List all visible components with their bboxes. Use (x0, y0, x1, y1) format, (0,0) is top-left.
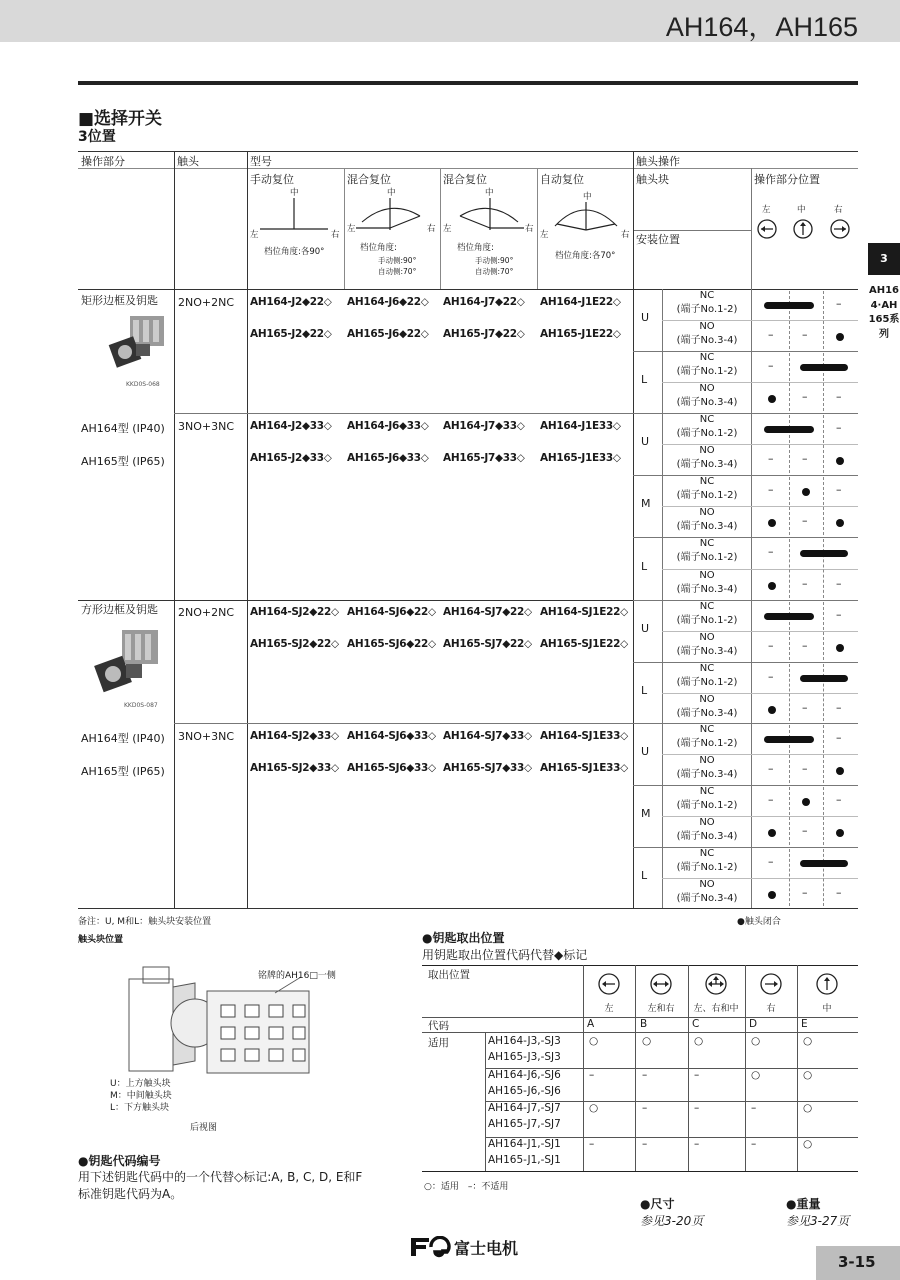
legend-note: ●触头闭合 (737, 917, 781, 927)
key-applicability: ○ (751, 1035, 761, 1047)
model-code: AH165-SJ2◆33◇ (250, 762, 339, 774)
model-code: AH164-J6◆33◇ (347, 420, 429, 432)
terminal-label: (端子No.1-2) (676, 366, 738, 377)
left-arrow-icon (599, 974, 619, 994)
terminal-label: (端子No.3-4) (676, 335, 738, 346)
contact-type-label: NC (699, 601, 715, 612)
back-view-label-top: 铭牌的AH16□一侧 (258, 971, 336, 981)
contact-type-label: NC (699, 538, 715, 549)
model-code: AH165-SJ7◆33◇ (443, 762, 532, 774)
left-position-icon (758, 220, 776, 238)
header-contacts: 触头 (177, 155, 199, 168)
closed-dot (768, 706, 776, 714)
back-view-l: L：下方触头块 (110, 1103, 170, 1113)
model-code: AH164-J7◆33◇ (443, 420, 525, 432)
model-code: AH164-SJ1E33◇ (540, 730, 628, 742)
open-dash: – (836, 701, 842, 714)
group1-contacts: 2NO+2NC (178, 296, 235, 309)
key-table-rule (583, 965, 584, 1171)
group4-op2: AH165型 (IP65) (81, 765, 165, 778)
key-applicability: – (751, 1138, 757, 1150)
open-dash: – (802, 390, 808, 403)
up-arrow-icon (817, 974, 837, 994)
key-removal-legend: ○：适用 –：不适用 (424, 1182, 509, 1192)
open-dash: – (836, 793, 842, 806)
product-photo-rect (108, 312, 168, 370)
mount-position: L (641, 373, 648, 386)
key-applicability: ○ (589, 1102, 599, 1114)
section-subtitle: 3位置 (78, 129, 116, 145)
model-code: AH164-SJ2◆33◇ (250, 730, 339, 742)
side-series-text: AH164·AH165系列 (868, 285, 900, 340)
diag2-angle-title: 档位角度: (360, 243, 397, 253)
mount-position: U (641, 622, 650, 635)
contact-type-label: NO (699, 694, 715, 705)
contact-type-label: NC (699, 476, 715, 487)
diag1-left: 左 (250, 230, 259, 240)
closed-bar (800, 364, 848, 371)
center-position-icon (794, 220, 812, 238)
contact-type-label: NO (699, 445, 715, 456)
dashed-divider (823, 664, 824, 721)
model-code: AH165-J6◆22◇ (347, 328, 429, 340)
diag3-center: 中 (485, 188, 494, 198)
closed-dot (836, 519, 844, 527)
key-applicability: – (694, 1102, 700, 1114)
key-code-line1: 用下述钥匙代码中的一个代替◇标记:A, B, C, D, E和F (78, 1170, 363, 1184)
diag3-angle-manual: 手动侧:90° (475, 256, 514, 265)
model-code: AH164-SJ2◆22◇ (250, 606, 339, 618)
open-dash: – (768, 328, 774, 341)
closed-bar (764, 302, 814, 309)
position-icons (755, 216, 855, 242)
mount-position: U (641, 745, 650, 758)
group2-op2: AH165型 (IP65) (81, 455, 165, 468)
dashed-divider (823, 725, 824, 783)
page-number: 3-15 (838, 1253, 876, 1271)
all-direction-icon (706, 974, 726, 994)
header-rule (78, 81, 858, 85)
key-code: B (640, 1018, 648, 1030)
block-position-title: 触头块位置 (78, 935, 124, 945)
open-dash: – (836, 390, 842, 403)
model-code: AH165-J7◆33◇ (443, 452, 525, 464)
remark-note: 备注：U, M和L：触头块安装位置 (78, 917, 212, 927)
back-view-u: U：上方触头块 (110, 1079, 171, 1089)
diag2-right: 右 (427, 224, 436, 234)
pos-left-label: 左 (762, 205, 771, 215)
open-dash: – (768, 483, 774, 496)
model-code: AH165-SJ2◆22◇ (250, 638, 339, 650)
terminal-label: (端子No.3-4) (676, 584, 738, 595)
model-code: AH165-SJ7◆22◇ (443, 638, 532, 650)
closed-bar (800, 675, 848, 682)
diag4-center: 中 (583, 192, 592, 202)
key-model: AH165-J3,-SJ3 (488, 1051, 561, 1063)
contact-type-label: NO (699, 632, 715, 643)
contact-type-label: NO (699, 507, 715, 518)
dashed-divider (789, 477, 790, 535)
group2-op: AH164型 (IP40) (81, 422, 165, 435)
closed-dot (768, 519, 776, 527)
key-model: AH164-J7,-SJ7 (488, 1102, 561, 1114)
group3-op: 方形边框及钥匙 (81, 603, 158, 616)
key-table-rule (422, 965, 858, 966)
key-col-label: 中 (822, 1004, 832, 1014)
dashed-divider (823, 539, 824, 598)
key-col-label: 左、右和中 (693, 1004, 739, 1014)
terminal-label: (端子No.1-2) (676, 738, 738, 749)
product-photo-square (92, 624, 162, 694)
model-code: AH165-SJ1E33◇ (540, 762, 628, 774)
dashed-divider (789, 539, 790, 598)
contact-type-label: NO (699, 570, 715, 581)
key-applicability: ○ (642, 1035, 652, 1047)
key-applicability: ○ (803, 1138, 813, 1150)
header-contact-op: 触头操作 (636, 155, 680, 168)
closed-dot (836, 457, 844, 465)
contact-type-label: NC (699, 352, 715, 363)
dashed-divider (789, 353, 790, 411)
model-code: AH165-J6◆33◇ (347, 452, 429, 464)
header-model: 型号 (250, 155, 272, 168)
dashed-divider (823, 353, 824, 411)
footer-brand: 富士电机 (454, 1239, 519, 1258)
open-dash: – (836, 297, 842, 310)
diag4-right: 右 (621, 230, 630, 240)
side-tab: 3 (868, 243, 900, 275)
key-position-icons (585, 972, 855, 998)
key-applicability: ○ (803, 1102, 813, 1114)
back-view-caption: 后视图 (190, 1123, 218, 1133)
size-ref: 参见3-20页 (640, 1214, 704, 1228)
mount-position: M (641, 807, 651, 820)
closed-bar (800, 860, 848, 867)
header-manual-reset: 手动复位 (250, 173, 294, 186)
closed-dot (802, 798, 810, 806)
key-applicability: ○ (803, 1035, 813, 1047)
model-code: AH164-SJ7◆33◇ (443, 730, 532, 742)
open-dash: – (768, 359, 774, 372)
terminal-label: (端子No.1-2) (676, 677, 738, 688)
dashed-divider (789, 415, 790, 473)
diag2-angle-manual: 手动侧:90° (378, 256, 417, 265)
dashed-divider (789, 291, 790, 349)
open-dash: – (836, 731, 842, 744)
mount-position: L (641, 869, 648, 882)
terminal-label: (端子No.3-4) (676, 646, 738, 657)
open-dash: – (768, 452, 774, 465)
key-removal-title: ●钥匙取出位置 (422, 931, 505, 945)
diag3-right: 右 (525, 224, 534, 234)
terminal-label: (端子No.1-2) (676, 304, 738, 315)
open-dash: – (768, 670, 774, 683)
diag2-left: 左 (347, 224, 356, 234)
terminal-label: (端子No.1-2) (676, 862, 738, 873)
dashed-divider (823, 849, 824, 906)
group3-contacts: 2NO+2NC (178, 606, 235, 619)
closed-dot (768, 829, 776, 837)
closed-dot (836, 644, 844, 652)
table-top-rule (78, 151, 858, 152)
terminal-label: (端子No.1-2) (676, 615, 738, 626)
header-op-position: 操作部分位置 (754, 173, 820, 186)
key-model: AH165-J6,-SJ6 (488, 1085, 561, 1097)
dashed-divider (823, 477, 824, 535)
model-code: AH164-J1E22◇ (540, 296, 621, 308)
key-applicability: – (589, 1069, 595, 1081)
key-applicability: – (642, 1069, 648, 1081)
diag4-left: 左 (540, 230, 549, 240)
key-col-label: 左和右 (647, 1004, 675, 1014)
photo-caption: KKD0S-087 (124, 702, 158, 709)
closed-dot (768, 582, 776, 590)
closed-dot (768, 891, 776, 899)
key-model: AH165-J7,-SJ7 (488, 1118, 561, 1130)
open-dash: – (836, 483, 842, 496)
model-code: AH164-J2◆33◇ (250, 420, 332, 432)
open-dash: – (768, 639, 774, 652)
model-code: AH165-J1E33◇ (540, 452, 621, 464)
dashed-divider (789, 602, 790, 660)
weight-ref: 参见3-27页 (786, 1214, 850, 1228)
dashed-divider (789, 664, 790, 721)
open-dash: – (802, 886, 808, 899)
terminal-label: (端子No.3-4) (676, 397, 738, 408)
diag3-angle-title: 档位角度: (457, 243, 494, 253)
header-mixed-reset: 混合复位 (443, 173, 487, 186)
open-dash: – (836, 421, 842, 434)
dashed-divider (823, 602, 824, 660)
model-code: AH164-J2◆22◇ (250, 296, 332, 308)
mount-position: L (641, 560, 648, 573)
mixed-reset-diagram-2 (452, 196, 526, 236)
header-mount-position: 安装位置 (636, 233, 680, 246)
key-applicability: – (589, 1138, 595, 1150)
terminal-label: (端子No.3-4) (676, 769, 738, 780)
closed-dot (768, 395, 776, 403)
dashed-divider (823, 415, 824, 473)
contact-type-label: NC (699, 724, 715, 735)
key-table-rule (422, 1032, 858, 1033)
key-model: AH164-J3,-SJ3 (488, 1035, 561, 1047)
photo-caption: KKD0S-068 (126, 381, 160, 388)
contact-type-label: NO (699, 321, 715, 332)
mount-position: U (641, 435, 650, 448)
diag1-center: 中 (290, 188, 299, 198)
header-contact-block: 触头块 (636, 173, 669, 186)
key-applicability: – (642, 1138, 648, 1150)
diag2-center: 中 (387, 188, 396, 198)
key-apply-label: 适用 (428, 1037, 449, 1049)
key-col-label: 左 (604, 1004, 614, 1014)
contact-type-label: NO (699, 817, 715, 828)
table-bottom-rule (78, 908, 858, 909)
open-dash: – (802, 452, 808, 465)
contact-type-label: NO (699, 879, 715, 890)
contact-type-label: NO (699, 383, 715, 394)
open-dash: – (802, 514, 808, 527)
contact-type-label: NO (699, 755, 715, 766)
key-code: A (587, 1018, 595, 1030)
open-dash: – (768, 793, 774, 806)
open-dash: – (836, 608, 842, 621)
key-applicability: – (642, 1102, 648, 1114)
model-code: AH164-SJ6◆33◇ (347, 730, 436, 742)
closed-bar (800, 550, 848, 557)
key-col-label: 右 (766, 1004, 776, 1014)
open-dash: – (802, 577, 808, 590)
dashed-divider (789, 787, 790, 845)
contact-type-label: NC (699, 290, 715, 301)
model-code: AH164-J6◆22◇ (347, 296, 429, 308)
model-code: AH165-SJ1E22◇ (540, 638, 628, 650)
terminal-label: (端子No.3-4) (676, 893, 738, 904)
terminal-label: (端子No.3-4) (676, 831, 738, 842)
open-dash: – (768, 545, 774, 558)
key-applicability: ○ (694, 1035, 704, 1047)
header-mixed-reset: 混合复位 (347, 173, 391, 186)
dashed-divider (789, 725, 790, 783)
diag1-right: 右 (331, 230, 340, 240)
terminal-label: (端子No.1-2) (676, 490, 738, 501)
key-applicability: – (694, 1069, 700, 1081)
closed-dot (836, 333, 844, 341)
model-code: AH165-J1E22◇ (540, 328, 621, 340)
closed-dot (802, 488, 810, 496)
key-model: AH164-J1,-SJ1 (488, 1138, 561, 1150)
contact-type-label: NC (699, 414, 715, 425)
key-code-label: 代码 (428, 1020, 449, 1032)
closed-dot (836, 829, 844, 837)
size-ref-title: ●尺寸 (640, 1197, 675, 1211)
weight-ref-title: ●重量 (786, 1197, 821, 1211)
mount-position: L (641, 684, 648, 697)
closed-bar (764, 426, 814, 433)
closed-dot (836, 767, 844, 775)
contact-type-label: NC (699, 786, 715, 797)
group2-contacts: 3NO+3NC (178, 420, 235, 433)
open-dash: – (802, 639, 808, 652)
model-code: AH165-J7◆22◇ (443, 328, 525, 340)
key-model: AH165-J1,-SJ1 (488, 1154, 561, 1166)
key-code-title: ●钥匙代码编号 (78, 1154, 161, 1168)
terminal-label: (端子No.3-4) (676, 521, 738, 532)
header-op-part: 操作部分 (81, 155, 125, 168)
col-divider (633, 151, 634, 908)
contact-type-label: NC (699, 663, 715, 674)
terminal-label: (端子No.1-2) (676, 552, 738, 563)
mount-position: U (641, 311, 650, 324)
model-code: AH164-SJ6◆22◇ (347, 606, 436, 618)
key-code-line2: 标准钥匙代码为A。 (78, 1187, 183, 1201)
fuji-logo-icon (409, 1236, 451, 1258)
model-code: AH165-J2◆22◇ (250, 328, 332, 340)
right-position-icon (831, 220, 849, 238)
diag1-angle: 档位角度:各90° (264, 247, 325, 257)
dashed-divider (823, 291, 824, 349)
group4-op: AH164型 (IP40) (81, 732, 165, 745)
mixed-reset-diagram (354, 196, 428, 236)
key-applicability: ○ (803, 1069, 813, 1081)
model-code: AH164-J7◆22◇ (443, 296, 525, 308)
open-dash: – (836, 886, 842, 899)
section-title: ■选择开关 (78, 109, 163, 129)
diag2-angle-auto: 自动侧:70° (378, 267, 417, 276)
key-applicability: ○ (589, 1035, 599, 1047)
key-applicability: – (694, 1138, 700, 1150)
open-dash: – (768, 855, 774, 868)
open-dash: – (802, 762, 808, 775)
key-applicability: – (751, 1102, 757, 1114)
dashed-divider (789, 849, 790, 906)
pos-center-label: 中 (797, 205, 806, 215)
open-dash: – (802, 701, 808, 714)
back-view-m: M：中间触头块 (110, 1091, 172, 1101)
model-code: AH165-SJ6◆22◇ (347, 638, 436, 650)
model-code: AH165-J2◆33◇ (250, 452, 332, 464)
group1-op: 矩形边框及钥匙 (81, 294, 158, 307)
key-code: E (801, 1018, 808, 1030)
dashed-divider (823, 787, 824, 845)
diag3-left: 左 (443, 224, 452, 234)
key-table-rule (422, 1171, 858, 1172)
terminal-label: (端子No.1-2) (676, 428, 738, 439)
model-code: AH164-J1E33◇ (540, 420, 621, 432)
key-table-header: 取出位置 (428, 969, 470, 981)
open-dash: – (802, 328, 808, 341)
key-removal-desc: 用钥匙取出位置代码代替◆标记 (422, 948, 588, 962)
closed-bar (764, 613, 814, 620)
key-applicability: ○ (751, 1069, 761, 1081)
model-code: AH165-SJ6◆33◇ (347, 762, 436, 774)
model-code: AH164-SJ1E22◇ (540, 606, 628, 618)
terminal-label: (端子No.1-2) (676, 800, 738, 811)
col-divider (247, 151, 248, 908)
right-arrow-icon (761, 974, 781, 994)
diag4-angle: 档位角度:各70° (555, 251, 616, 261)
left-right-arrow-icon (651, 974, 671, 994)
diag3-angle-auto: 自动侧:70° (475, 267, 514, 276)
page-header-title: AH164，AH165 (665, 12, 858, 42)
mount-position: M (641, 497, 651, 510)
key-model: AH164-J6,-SJ6 (488, 1069, 561, 1081)
open-dash: – (836, 577, 842, 590)
open-dash: – (802, 824, 808, 837)
key-code: D (749, 1018, 758, 1030)
pos-right-label: 右 (834, 205, 843, 215)
model-code: AH164-SJ7◆22◇ (443, 606, 532, 618)
key-table-rule (485, 1032, 486, 1171)
terminal-label: (端子No.3-4) (676, 459, 738, 470)
terminal-label: (端子No.3-4) (676, 708, 738, 719)
auto-reset-diagram (549, 198, 623, 236)
col-divider (174, 151, 175, 908)
header-auto-reset: 自动复位 (540, 173, 584, 186)
contact-type-label: NC (699, 848, 715, 859)
open-dash: – (768, 762, 774, 775)
group4-contacts: 3NO+3NC (178, 730, 235, 743)
back-view-illustration (125, 965, 335, 1075)
closed-bar (764, 736, 814, 743)
key-code: C (692, 1018, 700, 1030)
manual-reset-diagram (258, 196, 330, 234)
